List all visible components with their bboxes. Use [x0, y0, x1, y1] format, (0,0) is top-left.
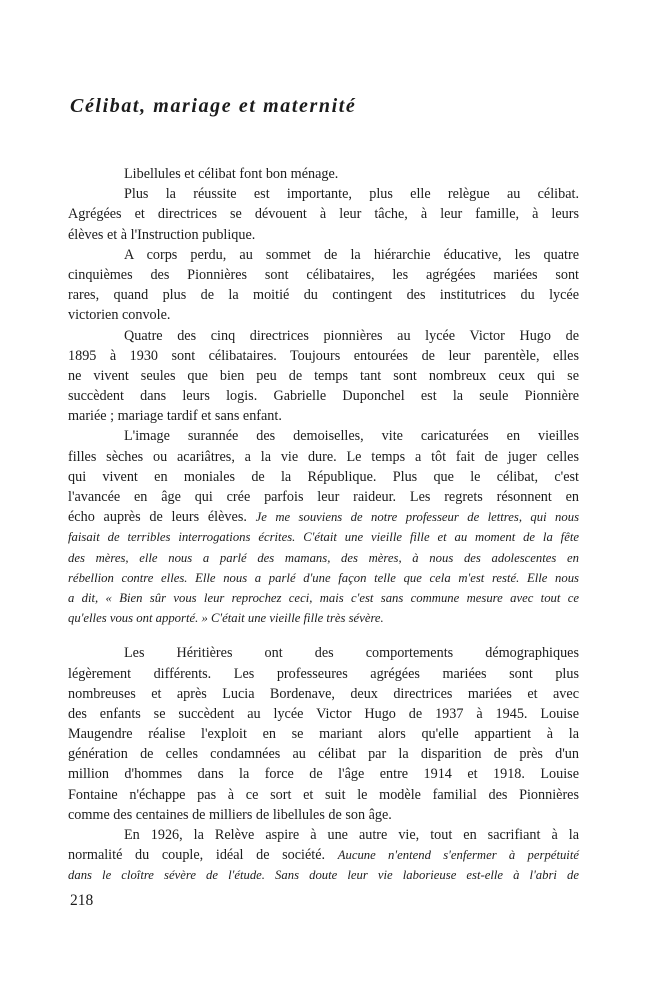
line-content	[68, 265, 579, 285]
line-content	[68, 346, 579, 366]
roman-run: Libellules et célibat font bon ménage.	[124, 166, 339, 182]
text-line	[68, 684, 579, 704]
roman-run: victorien convole.	[68, 307, 171, 324]
roman-run: Plus la réussite est importante, plus elle relègue au célibat.	[124, 186, 579, 203]
line-content	[68, 568, 579, 588]
line-content	[68, 305, 170, 325]
line-content	[68, 487, 579, 507]
text-line	[68, 568, 579, 588]
line-content	[124, 426, 579, 446]
line-content	[68, 785, 579, 805]
line-content	[68, 724, 579, 744]
line-content	[124, 245, 579, 265]
roman-run: Maugendre réalise l'exploit en se mariant alors qu'elle appartient à la	[68, 726, 579, 743]
text-line	[68, 426, 579, 446]
line-content	[68, 744, 579, 764]
line-content	[124, 184, 579, 204]
roman-run: légèrement différents. Les professeures agrégées mariées sont plus	[68, 665, 579, 682]
italic-run: Je me souviens de notre professeur de lettres, qui nous	[255, 510, 580, 525]
line-content	[68, 366, 579, 386]
text-line	[68, 588, 579, 608]
line-content	[68, 664, 579, 684]
text-line	[68, 664, 579, 684]
italic-run: des mères, elle nous a parlé des mamans, des mères, à nous des adolescentes en	[68, 550, 579, 565]
roman-run: Les Héritières ont des comportements démographiques	[124, 645, 579, 662]
text-line	[68, 184, 579, 204]
roman-run: comme des centaines de milliers de libellules de son âge.	[68, 806, 392, 823]
text-line	[68, 845, 579, 865]
text-line	[68, 467, 579, 487]
text-line	[68, 643, 579, 663]
text-line	[68, 386, 579, 406]
roman-run: mariée ; mariage tardif et sans enfant.	[68, 408, 282, 425]
paragraph	[68, 426, 579, 628]
line-content	[68, 548, 579, 568]
line-content	[124, 326, 579, 346]
roman-run: écho auprès de leurs élèves.	[68, 509, 256, 526]
roman-run: normalité du couple, idéal de société.	[68, 847, 338, 864]
text-line	[68, 487, 579, 507]
line-content	[68, 447, 579, 467]
text-line	[68, 527, 579, 547]
roman-run: A corps perdu, au sommet de la hiérarchie éducative, les quatre	[124, 246, 579, 263]
roman-run: Quatre des cinq directrices pionnières au lycée Victor Hugo de	[124, 327, 579, 344]
paragraph	[68, 326, 579, 427]
line-content	[68, 608, 384, 628]
line-content	[68, 805, 392, 825]
roman-run: L'image surannée des demoiselles, vite caricaturées en vieilles	[124, 428, 579, 445]
roman-run: l'avancée en âge qui crée parfois leur raideur. Les regrets résonnent en	[68, 489, 579, 505]
line-content	[124, 643, 579, 663]
italic-run: rébellion contre elles. Elle nous a parlé d'une façon telle que cela m'est resté. Elle nous	[68, 570, 579, 585]
roman-run: succèdent dans leurs logis. Gabrielle Duponchel est la seule Pionnière	[68, 388, 579, 405]
line-content	[68, 865, 579, 885]
roman-run: 1895 à 1930 sont célibataires. Toujours entourées de leur parentèle, elles	[68, 347, 579, 364]
text-line	[68, 346, 579, 366]
line-content	[68, 225, 255, 245]
roman-run: cinquièmes des Pionnières sont célibataires, les agrégées mariées sont	[68, 266, 579, 283]
line-content	[68, 507, 579, 527]
line-content	[68, 406, 282, 426]
roman-run: Fontaine n'échappe pas à ce sort et suit le modèle familial des Pionnières	[68, 786, 579, 803]
italic-run: dans le cloître sévère de l'étude. Sans doute leur vie laborieuse est-elle à l'abri de	[68, 868, 579, 883]
text-line	[68, 164, 579, 184]
text-line	[68, 805, 579, 825]
text-line	[68, 326, 579, 346]
line-content	[68, 204, 579, 224]
text-line	[68, 764, 579, 784]
text-line	[68, 865, 579, 885]
italic-run: qu'elles vous ont apporté. » C'était une vieille fille très sévère.	[68, 611, 384, 626]
italic-run: a dit, « Bien sûr vous leur reprochez ceci, mais c'est sans commune mesure avec tout ce	[68, 590, 579, 605]
line-content	[68, 285, 579, 305]
roman-run: élèves et à l'Instruction publique.	[68, 226, 256, 243]
text-line	[68, 825, 579, 845]
text-line	[68, 366, 579, 386]
text-line	[68, 704, 579, 724]
roman-run: nombreuses et après Lucia Bordenave, deux directrices mariées et avec	[68, 685, 579, 702]
text-line	[68, 785, 579, 805]
text-line	[68, 447, 579, 467]
italic-run: Aucune n'entend s'enfermer à perpétuité	[337, 848, 579, 863]
roman-run: rares, quand plus de la moitié du contingent des institutrices du lycée	[68, 287, 579, 304]
line-content	[68, 467, 579, 487]
text-line	[68, 245, 579, 265]
text-line	[68, 744, 579, 764]
text-line	[68, 225, 579, 245]
italic-run: faisait de terribles interrogations écrites. C'était une vieille fille et au moment de la fête	[68, 530, 579, 545]
text-line	[68, 285, 579, 305]
text-line	[68, 724, 579, 744]
text-line	[68, 548, 579, 568]
roman-run: génération de celles condamnées au célibat par la disparition de près d'un	[68, 746, 579, 763]
roman-run: filles sèches ou acariâtres, a la vie dure. Le temps a tôt fait de juger celles	[68, 448, 579, 465]
chapter-heading: Célibat, mariage et maternité	[70, 95, 357, 117]
paragraph	[68, 184, 579, 245]
line-content	[68, 704, 579, 724]
line-content	[68, 845, 579, 865]
text-line	[68, 608, 579, 628]
paragraph	[68, 643, 579, 825]
line-content	[124, 164, 338, 184]
roman-run: million d'hommes dans la force de l'âge entre 1914 et 1918. Louise	[68, 766, 579, 783]
text-line	[68, 507, 579, 527]
roman-run: ne vivent seules que bien peu de temps tant sont nombreux ceux qui se	[68, 367, 579, 384]
text-line	[68, 305, 579, 325]
line-content	[68, 527, 579, 547]
text-line	[68, 265, 579, 285]
line-content	[68, 684, 579, 704]
text-line	[68, 204, 579, 224]
line-content	[124, 825, 579, 845]
text-line	[68, 406, 579, 426]
paragraph	[68, 164, 579, 184]
line-content	[68, 588, 579, 608]
paragraph	[68, 245, 579, 326]
roman-run: Agrégées et directrices se dévouent à leur tâche, à leur famille, à leurs	[68, 206, 579, 223]
roman-run: qui vivent en moniales de la République. Plus que le célibat, c'est	[68, 468, 579, 485]
roman-run: En 1926, la Relève aspire à une autre vie, tout en sacrifiant à la	[124, 827, 579, 843]
paragraph	[68, 825, 579, 886]
page-number: 218	[70, 892, 94, 909]
line-content	[68, 764, 579, 784]
line-content	[68, 386, 579, 406]
body-text	[68, 164, 579, 886]
roman-run: des enfants se succèdent au lycée Victor Hugo de 1937 à 1945. Louise	[68, 705, 579, 722]
